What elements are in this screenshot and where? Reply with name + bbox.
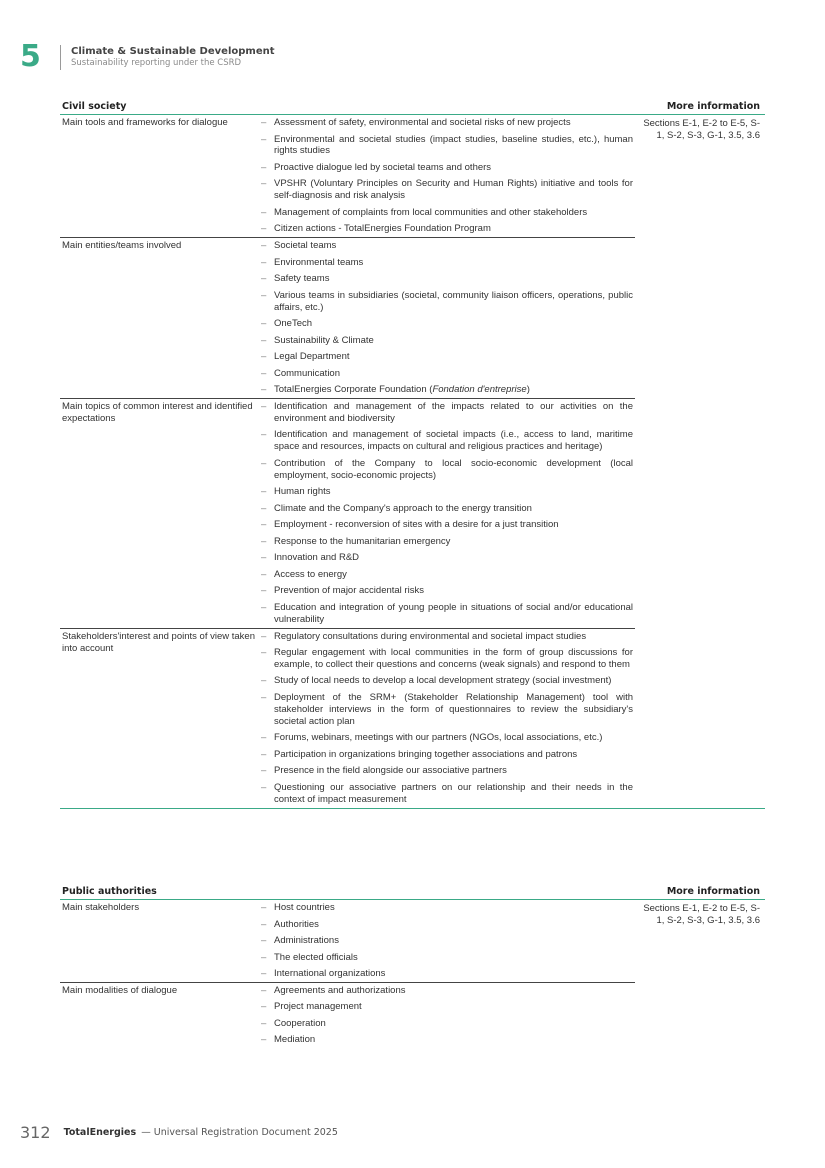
list-item: – Participation in organizations bringing together associations and patrons [261,749,633,761]
list-item-text: ) [526,384,530,396]
list-item: – Response to the humanitarian emergency [261,536,633,548]
list-item: – Innovation and R&D [261,552,633,564]
list-item: – Host countries [261,902,633,914]
list-item: – Education and integration of young people in situations of social and/or educational vulnerability [261,602,633,626]
list-item: – Presence in the field alongside our associative partners [261,765,633,777]
more-information-heading: More information [666,101,760,112]
chapter-subtitle: Sustainability reporting under the CSRD [71,58,242,68]
list-item: – VPSHR (Voluntary Principles on Security and Human Rights) initiative and tools for self-diagnosis and risk analysis [261,178,633,202]
table-row [60,900,635,983]
table-row [60,115,635,238]
page-number: 312 [20,1123,51,1142]
list-item: – Safety teams [261,273,633,285]
public-authorities-header [60,885,765,900]
list-item: – Environmental and societal studies (impact studies, baseline studies, etc.), human rights studies [261,134,633,158]
chapter-title: Climate & Sustainable Development [71,46,275,57]
table-row [60,983,635,1048]
brand-name: TotalEnergies [63,1127,137,1138]
more-information-text: Sections E-1, E-2 to E-5, S-1, S-2, S-3, G-1, 3.5, 3.6 [643,903,760,926]
row-label: Main tools and frameworks for dialogue [62,117,228,128]
table-row [60,629,635,808]
document-title: — Universal Registration Document 2025 [141,1127,338,1138]
list-item: – Regulatory consultations during environmental and societal impact studies [261,631,633,643]
list-item: – Project management [261,1001,633,1013]
row-label: Main topics of common interest and identified expectations [62,401,253,425]
row-label: Main modalities of dialogue [62,984,178,996]
list-item: – Mediation [261,1034,633,1046]
civil-society-header [60,100,765,115]
list-item: – Proactive dialogue led by societal teams and others [261,162,633,174]
list-item: – Legal Department [261,351,633,363]
list-item [261,384,633,396]
row-label: Stakeholders'interest and points of view taken into account [62,630,255,654]
list-item: – Agreements and authorizations [261,985,633,997]
more-information-heading: More information [666,886,760,897]
chapter-number: 5 [20,39,41,74]
list-item: – Environmental teams [261,257,633,269]
bullet-list [261,240,633,396]
section-heading: Civil society [62,101,127,112]
list-item: – Prevention of major accidental risks [261,585,633,597]
list-item: – Contribution of the Company to local socio-economic development (local employment, socio-economic projects) [261,458,633,482]
civil-society-section [60,100,765,809]
list-item: – The elected officials [261,952,633,964]
list-item: – Human rights [261,486,633,498]
list-item: – Forums, webinars, meetings with our partners (NGOs, local associations, etc.) [261,732,633,744]
list-item: – OneTech [261,318,633,330]
list-item: – Assessment of safety, environmental and societal risks of new projects [261,117,633,129]
list-item: – Administrations [261,935,633,947]
list-item: – Employment - reconversion of sites with a desire for a just transition [261,519,633,531]
section-heading: Public authorities [62,886,157,897]
list-item-text: TotalEnergies Corporate Foundation ( [274,384,433,396]
list-item: – Various teams in subsidiaries (societal, community liaison officers, operations, public affairs, etc.) [261,290,633,314]
table-row [60,238,635,399]
list-item: – Societal teams [261,240,633,252]
page-footer [20,1122,338,1142]
public-authorities-section [60,885,765,1048]
bullet-list [261,902,633,980]
list-item-italic: Fondation d'entreprise [432,384,527,396]
bullet-list [261,631,633,806]
bullet-list [261,117,633,235]
more-information-text: Sections E-1, E-2 to E-5, S-1, S-2, S-3, G-1, 3.5, 3.6 [643,118,760,141]
list-item: – Identification and management of societal impacts (i.e., access to land, maritime space and resources, impacts on cultural and religious practices and heritage) [261,429,633,453]
list-item: – International organizations [261,968,633,980]
list-item: – Sustainability & Climate [261,335,633,347]
list-item: – Cooperation [261,1018,633,1030]
list-item: – Study of local needs to develop a local development strategy (social investment) [261,675,633,687]
public-authorities-table [60,900,765,1048]
list-item: – Citizen actions - TotalEnergies Foundation Program [261,223,633,235]
list-item: – Climate and the Company's approach to the energy transition [261,503,633,515]
list-item: – Access to energy [261,569,633,581]
list-item: – Deployment of the SRM+ (Stakeholder Relationship Management) tool with stakeholder interviews in the form of questionnaires to review the subsidiary's societal action plan [261,692,633,728]
table-row [60,399,635,629]
bullet-list [261,985,633,1046]
list-item: – Communication [261,368,633,380]
list-item: – Regular engagement with local communities in the form of group discussions for example, to collect their questions and concerns (weak signals) and respond to them [261,647,633,671]
list-item: – Identification and management of the impacts related to our activities on the environment and biodiversity [261,401,633,425]
list-item: – Management of complaints from local communities and other stakeholders [261,207,633,219]
row-label: Main entities/teams involved [62,240,182,252]
list-item: – Questioning our associative partners on our relationship and their needs in the context of impact measurement [261,782,633,806]
row-label: Main stakeholders [62,902,140,913]
header-divider [60,45,61,70]
civil-society-table [60,115,765,809]
section-divider [60,808,765,809]
bullet-list [261,401,633,626]
list-item: – Authorities [261,919,633,931]
